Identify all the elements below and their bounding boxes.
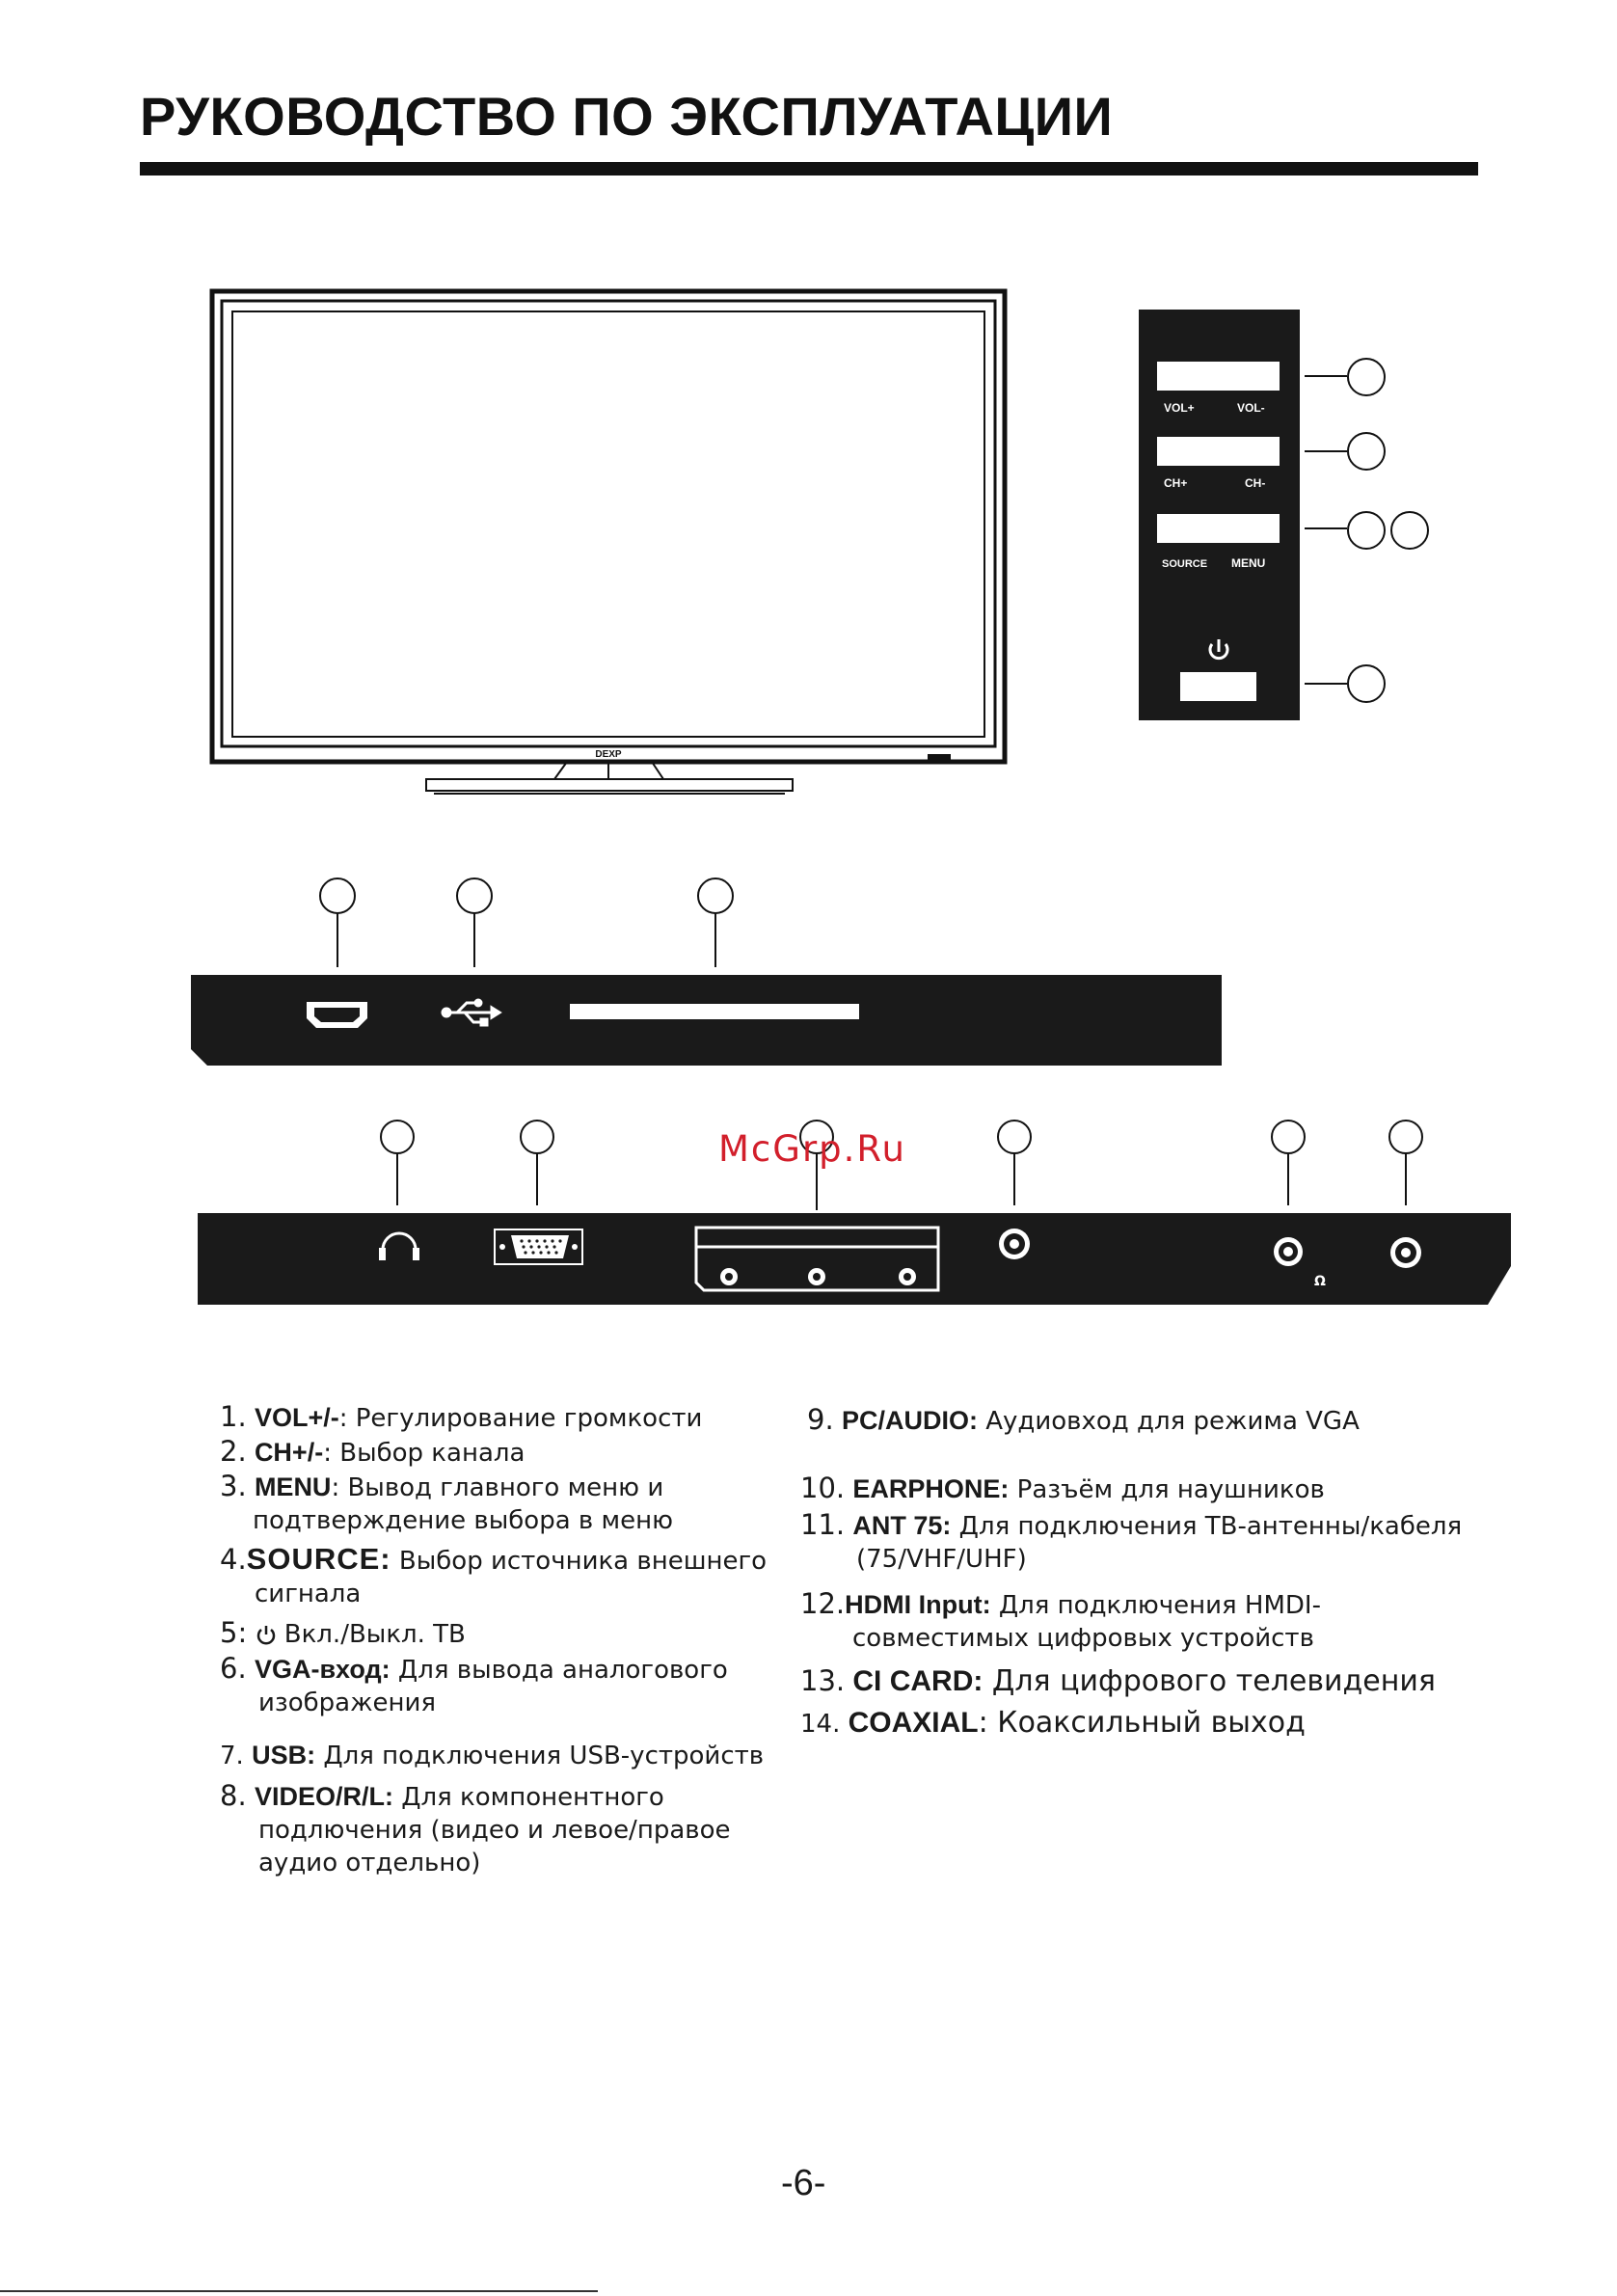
ch-minus-label: CH- (1245, 476, 1266, 490)
ch-plus-label: CH+ (1164, 476, 1188, 490)
list-item-3: 3. MENU: Вывод главного меню и подтверждение выбора в меню (220, 1470, 673, 1535)
list-item-1: 1. VOL+/-: Регулирование громкости (220, 1400, 703, 1433)
vol-plus-label: VOL+ (1164, 401, 1195, 415)
list-item-7: 7. USB: Для подключения USB-устройств (220, 1741, 765, 1770)
side-connector-strip (191, 975, 1222, 1066)
page-number: -6- (781, 2163, 826, 2203)
list-item-8: 8. VIDEO/R/L: Для компонентного подлючения (видео и левое/правое аудио отдельно) (220, 1779, 731, 1877)
list-item-11: 11. ANT 75: Для подключения ТВ-антенны/кабеля (75/VHF/UHF) (800, 1508, 1463, 1574)
antenna-ohm-symbol: Ω (1314, 1274, 1326, 1289)
rear-connector-strip (198, 1213, 1511, 1305)
list-item-10: 10. EARPHONE: Разъём для наушников (800, 1472, 1325, 1504)
side-strip-callouts (320, 878, 733, 967)
watermark: McGrp.Ru (718, 1128, 906, 1170)
source-label: SOURCE (1162, 558, 1208, 570)
power-button (1180, 672, 1256, 701)
vol-minus-label: VOL- (1237, 401, 1265, 415)
bottom-divider (0, 2290, 598, 2292)
power-icon (256, 1624, 277, 1645)
list-item-2: 2. CH+/-: Выбор канала (220, 1435, 526, 1468)
list-item-13: 13. CI CARD: Для цифрового телевидения (800, 1664, 1436, 1698)
ch-button (1157, 437, 1280, 466)
coaxial-port (1390, 1237, 1421, 1268)
list-item-12: 12.HDMI Input: Для подключения HMDI- совместимых цифровых устройств (800, 1587, 1321, 1653)
hdmi-port-icon (307, 1002, 367, 1028)
pc-audio-port (999, 1229, 1030, 1259)
list-item-4: 4.SOURCE: Выбор источника внешнего сигнала (220, 1542, 768, 1608)
side-panel-callouts (1305, 359, 1428, 702)
menu-label: MENU (1231, 556, 1266, 570)
list-item-14: 14. COAXIAL: Коаксильный выход (800, 1706, 1306, 1740)
ci-card-slot (570, 1004, 859, 1019)
vol-button (1157, 362, 1280, 391)
list-item-5: 5: Вкл./Выкл. ТВ (220, 1616, 466, 1649)
tv-brand-label: DEXP (595, 749, 622, 760)
source-menu-button (1157, 514, 1280, 543)
tv-front-illustration (212, 291, 1005, 794)
list-item-6: 6. VGA-вход: Для вывода аналогового изображения (220, 1652, 728, 1717)
page-title: РУКОВОДСТВО ПО ЭКСПЛУАТАЦИИ (140, 86, 1114, 147)
side-control-panel (1139, 310, 1300, 720)
list-item-9: 9. PC/AUDIO: Аудиовход для режима VGA (807, 1403, 1360, 1436)
